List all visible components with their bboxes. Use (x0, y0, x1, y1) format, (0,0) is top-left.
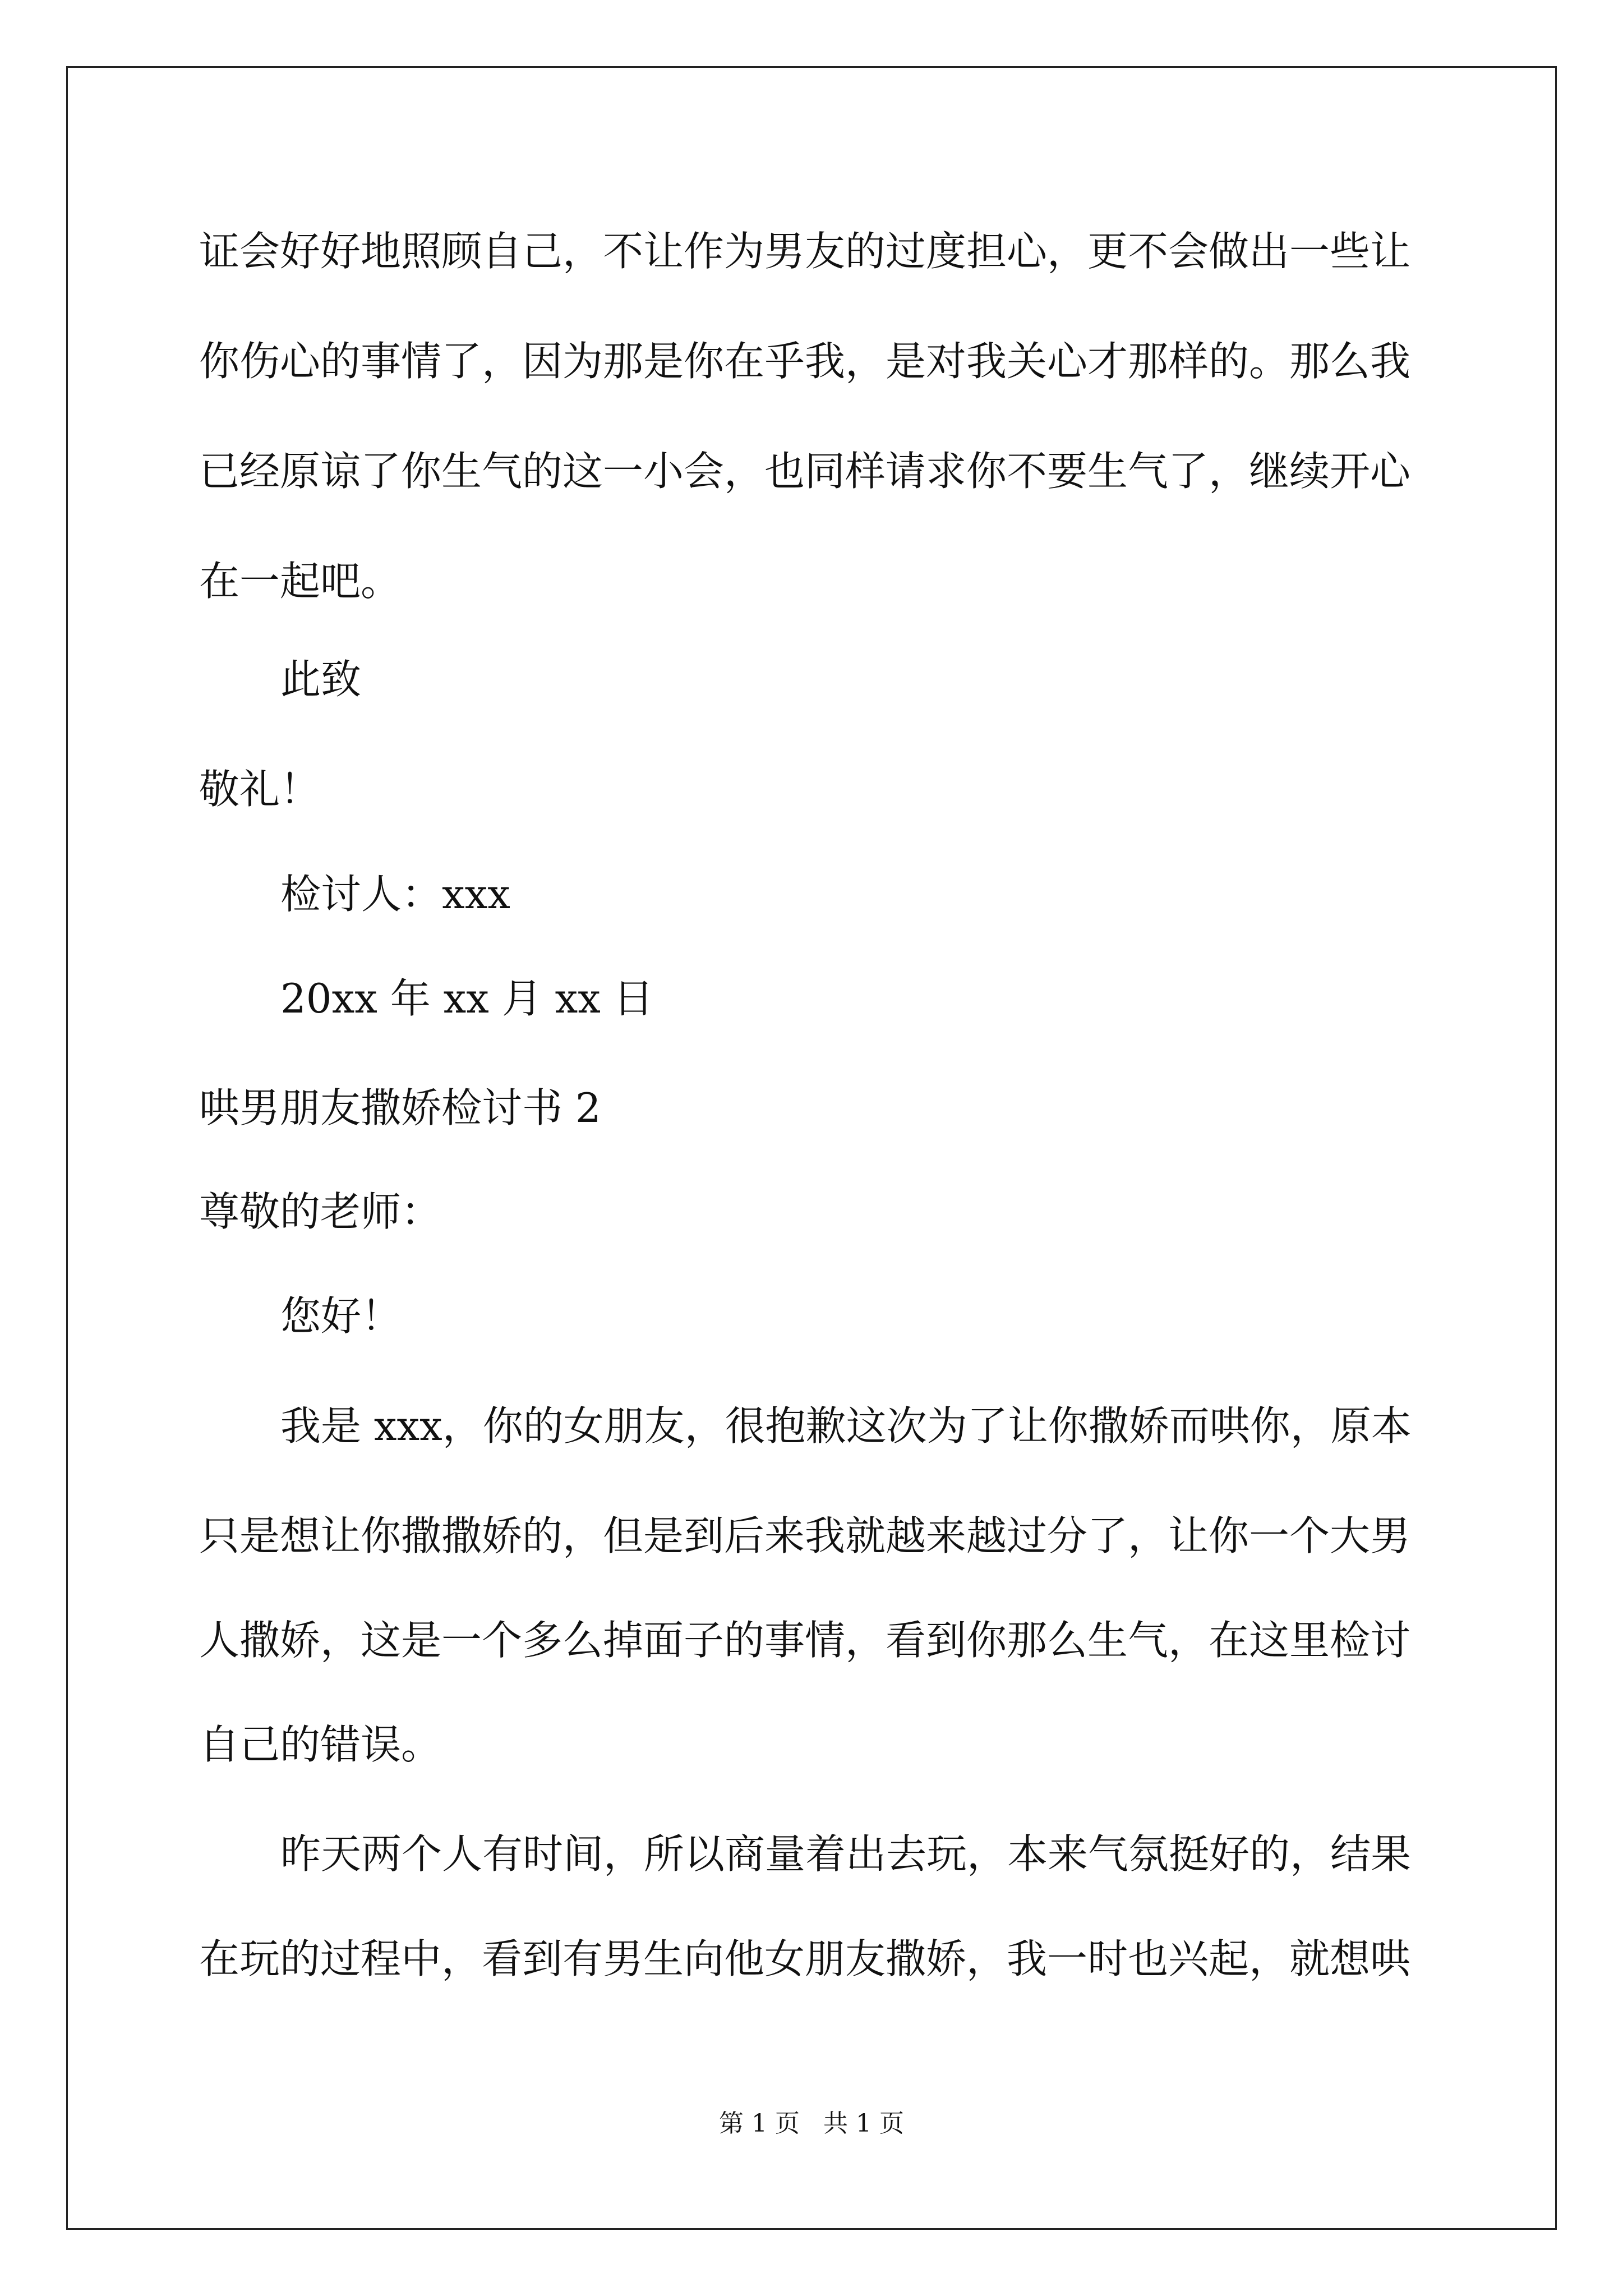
hello-line: 您好！ (280, 1292, 402, 1340)
greeting-line: 尊敬的老师： (199, 1188, 442, 1235)
closing-respect: 敬礼！ (199, 766, 321, 813)
body-line-3: 已经原谅了你生气的这一小会，也同样请求你不要生气了，继续开心 (199, 448, 1411, 495)
closing-salutation: 此致 (280, 656, 362, 703)
signature-line: 检讨人：xxx (280, 871, 510, 918)
body-line-10: 在玩的过程中，看到有男生向他女朋友撒娇，我一时也兴起，就想哄 (199, 1935, 1411, 1982)
body-line-5: 我是 xxx，你的女朋友，很抱歉这次为了让你撒娇而哄你，原本 (280, 1402, 1412, 1450)
date-line: 20xx 年 xx 月 xx 日 (280, 975, 654, 1022)
body-line-6: 只是想让你撒撒娇的，但是到后来我就越来越过分了，让你一个大男 (199, 1512, 1411, 1559)
body-line-1: 证会好好地照顾自己，不让作为男友的过度担心，更不会做出一些让 (199, 228, 1411, 275)
body-line-4: 在一起吧。 (199, 558, 402, 605)
page-number-footer: 第 1 页 共 1 页 (719, 2109, 904, 2138)
body-line-7: 人撒娇，这是一个多么掉面子的事情，看到你那么生气，在这里检讨 (199, 1617, 1411, 1664)
section-title: 哄男朋友撒娇检讨书 2 (199, 1084, 601, 1131)
page-border (66, 66, 1557, 2230)
body-line-9: 昨天两个人有时间，所以商量着出去玩，本来气氛挺好的，结果 (280, 1830, 1412, 1878)
body-line-8: 自己的错误。 (199, 1721, 442, 1768)
body-line-2: 你伤心的事情了，因为那是你在乎我，是对我关心才那样的。那么我 (199, 338, 1411, 385)
